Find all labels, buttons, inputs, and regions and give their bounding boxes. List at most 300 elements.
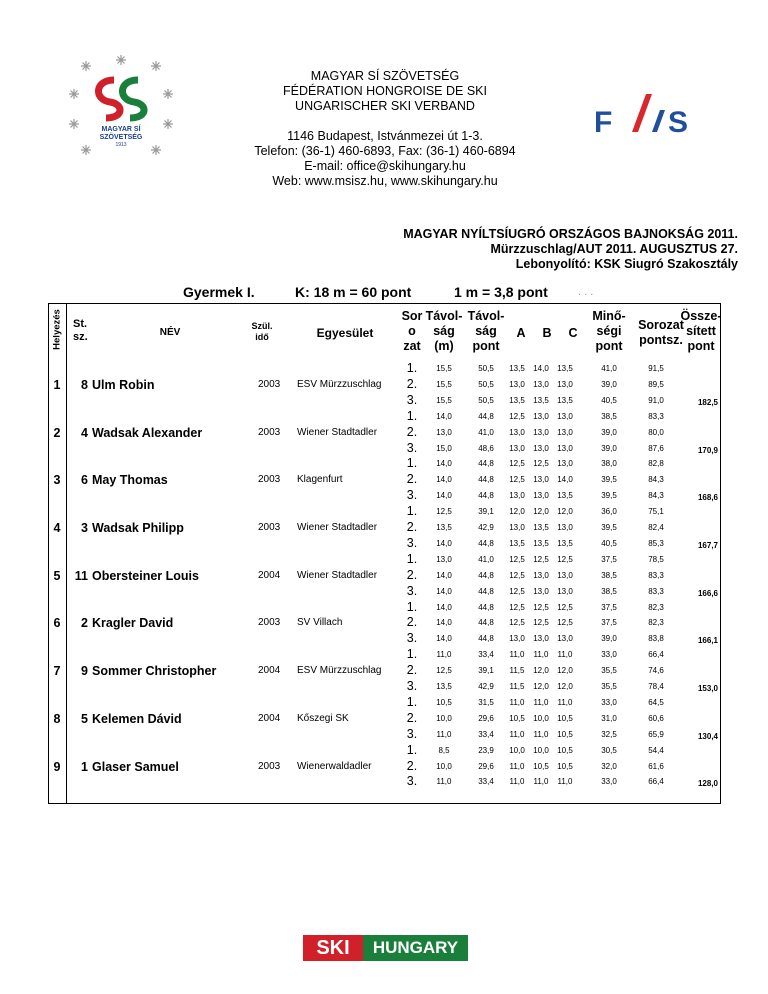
total-score: 130,4 xyxy=(697,731,718,741)
score-cell: 13,0 xyxy=(557,586,573,596)
round-label: 3. xyxy=(406,488,418,503)
score-cell: 44,8 xyxy=(478,538,494,548)
birth-year: 2004 xyxy=(258,569,281,581)
score-cell: 39,0 xyxy=(601,427,617,437)
score-cell: 11,0 xyxy=(509,729,525,739)
round-label: 3. xyxy=(406,631,418,646)
score-cell: 38,5 xyxy=(601,411,617,421)
total-score: 168,6 xyxy=(697,493,718,503)
score-cell: 13,0 xyxy=(557,443,573,453)
rank-cell: 4 xyxy=(53,521,61,535)
score-cell: 10,0 xyxy=(533,745,549,755)
score-cell: 80,0 xyxy=(648,427,664,437)
score-cell: 10,0 xyxy=(436,713,452,723)
score-cell: 65,9 xyxy=(648,729,664,739)
score-cell: 12,5 xyxy=(509,554,525,564)
score-cell: 12,5 xyxy=(509,602,525,612)
round-label: 2. xyxy=(406,567,418,582)
score-cell: 39,0 xyxy=(601,634,617,644)
start-header: St. sz. xyxy=(73,318,88,343)
score-cell: 13,5 xyxy=(557,395,573,405)
score-cell: 82,3 xyxy=(648,618,664,628)
score-cell: 13,0 xyxy=(509,379,525,389)
score-cell: 10,5 xyxy=(557,761,573,771)
score-cell: 11,0 xyxy=(509,650,525,660)
style-header: Minő- ségi pont xyxy=(592,309,626,353)
athlete-name: Kelemen Dávid xyxy=(92,711,182,726)
score-cell: 15,5 xyxy=(436,364,452,373)
score-cell: 12,5 xyxy=(509,586,525,596)
score-cell: 13,5 xyxy=(436,523,452,532)
score-cell: 12,0 xyxy=(533,507,549,517)
birth-year: 2004 xyxy=(258,712,281,724)
score-cell: 11,0 xyxy=(533,650,549,660)
score-cell: 33,0 xyxy=(601,777,617,787)
score-cell: 11,0 xyxy=(533,777,549,787)
total-score: 182,5 xyxy=(697,397,718,407)
score-cell: 14,0 xyxy=(436,491,452,501)
score-cell: 10,5 xyxy=(533,761,549,771)
round-label: 3. xyxy=(406,679,418,693)
score-cell: 38,5 xyxy=(601,570,617,580)
athlete-name: Obersteiner Louis xyxy=(92,568,199,583)
birth-year: 2003 xyxy=(258,378,281,390)
round-label: 1. xyxy=(406,361,418,375)
svg-text:S: S xyxy=(668,106,689,138)
score-cell: 12,0 xyxy=(533,682,549,691)
score-cell: 13,0 xyxy=(557,523,573,532)
score-cell: 32,5 xyxy=(601,729,617,739)
rank-cell: 3 xyxy=(53,473,61,488)
round-label: 2. xyxy=(406,758,418,773)
ski-hungary-logo: SKI HUNGARY xyxy=(303,935,468,961)
score-cell: 39,0 xyxy=(601,379,617,389)
meter-point: 1 m = 3,8 pont xyxy=(454,284,548,300)
score-cell: 32,0 xyxy=(601,761,617,771)
score-cell: 33,0 xyxy=(601,697,617,707)
club-name: Wiener Stadtadler xyxy=(297,569,378,581)
round-label: 1. xyxy=(406,456,418,471)
score-cell: 13,0 xyxy=(557,411,573,421)
athlete-name: Kragler David xyxy=(92,616,174,631)
score-cell: 31,0 xyxy=(601,713,617,723)
score-cell: 33,4 xyxy=(478,777,494,787)
dist-pts-header: Távol- ság pont xyxy=(467,309,505,353)
score-cell: 13,5 xyxy=(509,395,525,405)
athlete-name: Wadsak Alexander xyxy=(92,425,203,440)
birth-year: 2003 xyxy=(258,522,281,533)
score-cell: 15,5 xyxy=(436,395,452,405)
score-cell: 11,0 xyxy=(509,777,525,787)
score-cell: 13,0 xyxy=(533,443,549,453)
round-label: 1. xyxy=(406,742,418,757)
round-label: 3. xyxy=(406,726,418,741)
score-cell: 13,0 xyxy=(533,586,549,596)
score-cell: 37,5 xyxy=(601,618,617,628)
score-cell: 13,0 xyxy=(533,411,549,421)
score-cell: 13,5 xyxy=(533,395,549,405)
score-cell: 36,0 xyxy=(601,507,617,517)
score-cell: 14,0 xyxy=(436,475,452,485)
score-cell: 83,8 xyxy=(648,634,664,644)
rank-cell: 7 xyxy=(53,664,61,679)
start-number: 2 xyxy=(81,616,88,631)
event-place-date: Mürzzuschlag/AUT 2011. AUGUSZTUS 27. xyxy=(490,242,738,256)
score-cell: 35,5 xyxy=(601,682,617,691)
score-cell: 31,5 xyxy=(478,697,494,707)
score-cell: 13,5 xyxy=(557,364,573,373)
score-cell: 38,0 xyxy=(601,459,617,469)
score-cell: 11,0 xyxy=(436,729,452,739)
birth-year: 2004 xyxy=(258,665,281,677)
score-cell: 13,0 xyxy=(557,459,573,469)
score-cell: 40,5 xyxy=(601,538,617,548)
round-label: 2. xyxy=(406,376,418,391)
club-header: Egyesület xyxy=(316,326,374,340)
score-cell: 10,5 xyxy=(557,729,573,739)
score-cell: 12,5 xyxy=(557,618,573,628)
score-cell: 91,5 xyxy=(648,364,664,373)
score-cell: 44,8 xyxy=(478,634,494,644)
total-score: 153,0 xyxy=(697,684,718,693)
score-cell: 10,5 xyxy=(436,697,452,707)
round-label: 1. xyxy=(406,599,418,614)
score-cell: 11,0 xyxy=(557,697,573,707)
club-name: Wiener Stadtadler xyxy=(297,426,378,438)
rank-cell: 2 xyxy=(53,425,61,440)
score-cell: 12,5 xyxy=(436,666,452,676)
federation-address: 1146 Budapest, Istvánmezei út 1-3. xyxy=(287,129,483,143)
score-cell: 13,0 xyxy=(557,427,573,437)
athlete-name: Glaser Samuel xyxy=(92,759,179,774)
total-score: 128,0 xyxy=(697,779,718,789)
club-name: ESV Mürzzuschlag xyxy=(297,665,382,677)
round-label: 2. xyxy=(406,472,418,487)
birth-year: 2003 xyxy=(258,474,281,486)
score-cell: 78,5 xyxy=(648,554,664,564)
score-cell: 13,0 xyxy=(509,427,525,437)
round-header: Sor o zat xyxy=(401,309,423,353)
score-cell: 44,8 xyxy=(478,586,494,596)
club-name: Kőszegi SK xyxy=(297,712,349,724)
rank-header: Helyezés xyxy=(51,309,63,350)
score-cell: 12,0 xyxy=(557,682,573,691)
score-cell: 29,6 xyxy=(478,713,494,723)
score-cell: 39,5 xyxy=(601,475,617,485)
athlete-name: Ulm Robin xyxy=(92,377,155,392)
club-name: ESV Mürzzuschlag xyxy=(297,378,382,390)
score-cell: 14,0 xyxy=(436,586,452,596)
score-cell: 14,0 xyxy=(557,475,573,485)
score-cell: 42,9 xyxy=(478,682,494,691)
score-cell: 13,5 xyxy=(509,364,525,373)
total-score: 166,1 xyxy=(697,636,718,646)
start-number: 6 xyxy=(81,473,88,488)
score-cell: 10,0 xyxy=(509,745,525,755)
birth-header: Szül. idő xyxy=(251,321,273,342)
score-cell: 61,6 xyxy=(648,761,664,771)
score-cell: 30,5 xyxy=(601,745,617,755)
round-label: 2. xyxy=(406,710,418,725)
score-cell: 13,5 xyxy=(533,523,549,532)
round-label: 3. xyxy=(406,392,418,407)
score-cell: 83,3 xyxy=(648,586,664,596)
score-cell: 75,1 xyxy=(648,507,664,517)
score-cell: 48,6 xyxy=(478,443,494,453)
score-cell: 12,0 xyxy=(557,666,573,676)
total-score: 167,7 xyxy=(697,540,718,550)
score-cell: 44,8 xyxy=(478,491,494,501)
round-label: 2. xyxy=(406,424,418,439)
score-cell: 12,5 xyxy=(533,602,549,612)
score-cell: 11,0 xyxy=(436,777,452,787)
score-cell: 13,0 xyxy=(533,475,549,485)
club-name: Klagenfurt xyxy=(297,474,343,486)
score-cell: 89,5 xyxy=(648,379,664,389)
federation-name-de: UNGARISCHER SKI VERBAND xyxy=(295,99,475,113)
score-cell: 83,3 xyxy=(648,411,664,421)
federation-web: Web: www.msisz.hu, www.skihungary.hu xyxy=(272,174,498,188)
score-cell: 15,0 xyxy=(436,443,452,453)
score-cell: 13,0 xyxy=(533,379,549,389)
score-cell: 10,0 xyxy=(436,761,452,771)
club-name: SV Villach xyxy=(297,617,343,629)
rank-header-cell xyxy=(48,304,66,360)
dots: . . . xyxy=(578,286,594,298)
score-cell: 39,1 xyxy=(478,666,494,676)
round-label: 2. xyxy=(406,615,418,630)
score-cell: 11,0 xyxy=(509,697,525,707)
score-cell: 23,9 xyxy=(478,745,494,755)
score-cell: 11,0 xyxy=(509,761,525,771)
round-label: 1. xyxy=(406,694,418,709)
score-cell: 13,0 xyxy=(533,570,549,580)
round-label: 1. xyxy=(406,647,418,662)
round-label: 1. xyxy=(406,551,418,566)
round-label: 3. xyxy=(406,774,418,789)
rank-cell: 5 xyxy=(53,568,61,583)
score-cell: 12,0 xyxy=(557,507,573,517)
score-cell: 10,5 xyxy=(557,745,573,755)
score-cell: 10,5 xyxy=(509,713,525,723)
round-label: 3. xyxy=(406,583,418,598)
federation-name-hu: MAGYAR SÍ SZÖVETSÉG xyxy=(310,69,460,83)
score-cell: 12,5 xyxy=(509,459,525,469)
athlete-name: May Thomas xyxy=(92,473,168,488)
score-cell: 12,0 xyxy=(533,666,549,676)
score-cell: 14,0 xyxy=(436,618,452,628)
b-header: B xyxy=(542,326,552,340)
score-cell: 11,0 xyxy=(557,650,573,660)
score-cell: 11,0 xyxy=(533,697,549,707)
svg-text:F: F xyxy=(594,106,613,138)
score-cell: 50,5 xyxy=(478,395,494,405)
score-cell: 37,5 xyxy=(601,554,617,564)
score-cell: 11,0 xyxy=(436,650,452,660)
score-cell: 14,0 xyxy=(436,634,452,644)
c-header: C xyxy=(568,326,578,340)
score-cell: 12,5 xyxy=(533,618,549,628)
score-cell: 87,6 xyxy=(648,443,664,453)
score-cell: 14,0 xyxy=(436,538,452,548)
total-score: 166,6 xyxy=(697,588,718,598)
score-cell: 64,5 xyxy=(648,697,664,707)
score-cell: 82,8 xyxy=(648,459,664,469)
score-cell: 13,5 xyxy=(436,682,452,691)
score-cell: 41,0 xyxy=(601,364,617,373)
event-organizer: Lebonyolító: KSK Siugró Szakosztály xyxy=(515,257,738,271)
score-cell: 44,8 xyxy=(478,618,494,628)
athlete-name: Sommer Christopher xyxy=(92,664,217,679)
score-cell: 8,5 xyxy=(438,745,450,755)
federation-email: E-mail: office@skihungary.hu xyxy=(304,159,466,173)
federation-phone: Telefon: (36-1) 460-6893, Fax: (36-1) 460-6894 xyxy=(254,144,516,158)
score-cell: 66,4 xyxy=(648,650,664,660)
score-cell: 50,5 xyxy=(478,379,494,389)
score-cell: 41,0 xyxy=(478,554,494,564)
score-cell: 29,6 xyxy=(478,761,494,771)
score-cell: 13,0 xyxy=(509,634,525,644)
score-cell: 33,4 xyxy=(478,729,494,739)
score-cell: 13,0 xyxy=(533,427,549,437)
svg-text:SZÖVETSÉG: SZÖVETSÉG xyxy=(99,134,143,141)
score-cell: 14,0 xyxy=(436,459,452,469)
birth-year: 2003 xyxy=(258,617,281,629)
score-cell: 91,0 xyxy=(648,395,664,405)
club-name: Wienerwaldadler xyxy=(297,760,372,772)
score-cell: 39,0 xyxy=(601,443,617,453)
score-cell: 15,5 xyxy=(436,379,452,389)
rank-cell: 6 xyxy=(53,616,61,631)
name-header: NÉV xyxy=(159,327,181,338)
round-label: 2. xyxy=(406,663,418,678)
score-cell: 39,1 xyxy=(478,507,494,517)
score-cell: 37,5 xyxy=(601,602,617,612)
score-cell: 11,5 xyxy=(509,666,525,676)
score-cell: 74,6 xyxy=(648,666,664,676)
score-cell: 66,4 xyxy=(648,777,664,787)
score-cell: 10,0 xyxy=(533,713,549,723)
round-label: 1. xyxy=(406,408,418,423)
rank-cell: 8 xyxy=(53,711,61,726)
category-name: Gyermek I. xyxy=(183,284,255,300)
score-cell: 13,0 xyxy=(533,634,549,644)
score-cell: 39,5 xyxy=(601,491,617,501)
round-label: 1. xyxy=(406,504,418,519)
score-cell: 12,5 xyxy=(509,570,525,580)
score-cell: 39,5 xyxy=(601,523,617,532)
club-name: Wiener Stadtadler xyxy=(297,522,378,533)
score-cell: 13,0 xyxy=(436,427,452,437)
score-cell: 44,8 xyxy=(478,475,494,485)
score-cell: 13,0 xyxy=(557,379,573,389)
score-cell: 12,5 xyxy=(436,507,452,517)
score-cell: 13,5 xyxy=(533,538,549,548)
svg-text:MAGYAR SÍ: MAGYAR SÍ xyxy=(101,126,141,133)
birth-year: 2003 xyxy=(258,426,281,438)
score-cell: 44,8 xyxy=(478,602,494,612)
score-cell: 13,5 xyxy=(557,538,573,548)
score-cell: 13,0 xyxy=(533,491,549,501)
event-title: MAGYAR NYÍLTSÍUGRÓ ORSZÁGOS BAJNOKSÁG 2011. xyxy=(403,227,738,241)
round-label: 3. xyxy=(406,440,418,455)
score-cell: 13,0 xyxy=(509,443,525,453)
total-score: 170,9 xyxy=(697,445,718,455)
score-cell: 44,8 xyxy=(478,459,494,469)
score-cell: 82,4 xyxy=(648,523,664,532)
start-number: 4 xyxy=(81,425,88,440)
score-cell: 83,3 xyxy=(648,570,664,580)
score-cell: 44,8 xyxy=(478,570,494,580)
score-cell: 44,8 xyxy=(478,411,494,421)
score-cell: 33,4 xyxy=(478,650,494,660)
start-number: 3 xyxy=(81,521,88,535)
rank-cell: 9 xyxy=(53,759,61,774)
score-cell: 14,0 xyxy=(436,570,452,580)
score-cell: 14,0 xyxy=(533,364,549,373)
athlete-name: Wadsak Philipp xyxy=(92,521,184,535)
score-cell: 12,0 xyxy=(509,507,525,517)
score-cell: 60,6 xyxy=(648,713,664,723)
score-cell: 14,0 xyxy=(436,602,452,612)
score-cell: 13,5 xyxy=(557,491,573,501)
start-number: 5 xyxy=(81,711,88,726)
score-cell: 11,0 xyxy=(533,729,549,739)
start-number: 9 xyxy=(81,664,88,679)
score-cell: 12,5 xyxy=(533,459,549,469)
score-cell: 84,3 xyxy=(648,491,664,501)
score-cell: 13,0 xyxy=(436,554,452,564)
score-cell: 12,5 xyxy=(533,554,549,564)
a-header: A xyxy=(516,326,526,340)
score-cell: 85,3 xyxy=(648,538,664,548)
fis-logo xyxy=(594,88,694,138)
start-number: 8 xyxy=(81,377,88,392)
score-cell: 14,0 xyxy=(436,411,452,421)
k-point: K: 18 m = 60 pont xyxy=(295,284,412,300)
score-cell: 12,5 xyxy=(557,554,573,564)
federation-name-fr: FÉDÉRATION HONGROISE DE SKI xyxy=(283,84,487,98)
score-cell: 10,5 xyxy=(557,713,573,723)
score-cell: 12,5 xyxy=(509,475,525,485)
round-label: 2. xyxy=(406,520,418,534)
score-cell: 50,5 xyxy=(478,364,494,373)
score-cell: 54,4 xyxy=(648,745,664,755)
start-number: 11 xyxy=(74,568,88,583)
round-label: 3. xyxy=(406,535,418,550)
score-cell: 11,0 xyxy=(557,777,573,787)
score-cell: 12,5 xyxy=(509,411,525,421)
score-cell: 13,0 xyxy=(557,634,573,644)
score-cell: 82,3 xyxy=(648,602,664,612)
score-cell: 13,0 xyxy=(509,491,525,501)
score-cell: 11,5 xyxy=(509,682,525,691)
score-cell: 12,5 xyxy=(557,602,573,612)
start-number: 1 xyxy=(81,759,88,774)
dist-header: Távol- ság (m) xyxy=(425,309,463,353)
msisz-logo xyxy=(66,52,176,162)
series-header: Sorozat pontsz. xyxy=(638,318,684,347)
score-cell: 13,0 xyxy=(509,523,525,532)
score-cell: 35,5 xyxy=(601,666,617,676)
score-cell: 42,9 xyxy=(478,523,494,532)
score-cell: 78,4 xyxy=(648,682,664,691)
score-cell: 84,3 xyxy=(648,475,664,485)
score-cell: 38,5 xyxy=(601,586,617,596)
birth-year: 2003 xyxy=(258,760,281,772)
score-cell: 13,5 xyxy=(509,538,525,548)
score-cell: 41,0 xyxy=(478,427,494,437)
